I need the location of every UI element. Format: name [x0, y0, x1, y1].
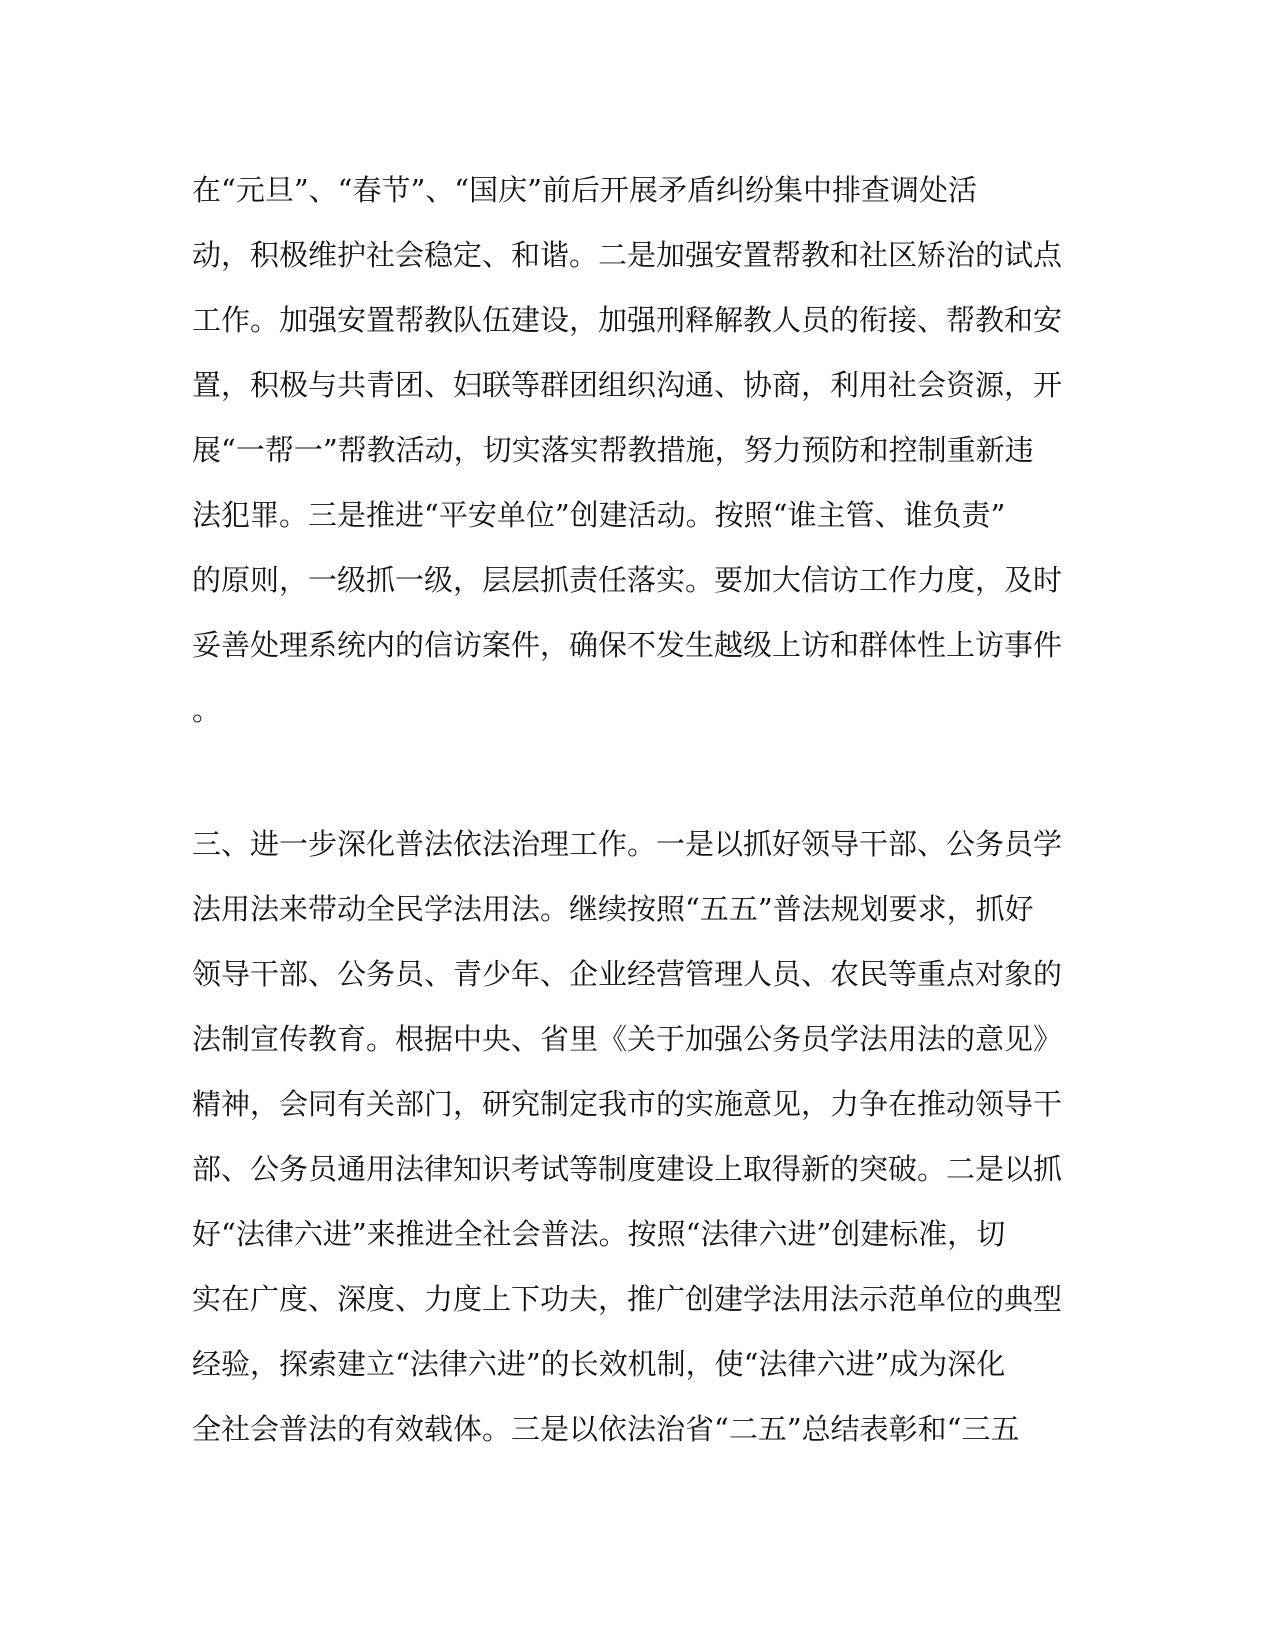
text-line: 精神，会同有关部门，研究制定我市的实施意见，力争在推动领导干: [192, 1087, 1063, 1121]
text-line: 置，积极与共青团、妇联等群团组织沟通、协商，利用社会资源，开: [192, 368, 1063, 402]
text-line: 领导干部、公务员、青少年、企业经营管理人员、农民等重点对象的: [192, 957, 1063, 991]
text-line: 好“法律六进”来推进全社会普法。按照“法律六进”创建标准，切: [192, 1217, 1006, 1251]
text-line: 部、公务员通用法律知识考试等制度建设上取得新的突破。二是以抓: [192, 1152, 1063, 1186]
text-line: 三、进一步深化普法依法治理工作。一是以抓好领导干部、公务员学: [192, 827, 1063, 861]
text-line: 工作。加强安置帮教队伍建设，加强刑释解教人员的衔接、帮教和安: [192, 303, 1063, 337]
text-line: 法制宣传教育。根据中央、省里《关于加强公务员学法用法的意见》: [192, 1022, 1063, 1056]
text-line: 在“元旦”、“春节”、“国庆”前后开展矛盾纠纷集中排查调处活: [192, 173, 977, 207]
text-line: 展“一帮一”帮教活动，切实落实帮教措施，努力预防和控制重新违: [192, 433, 1034, 467]
paragraph-2: [192, 812, 1072, 1462]
text-line: 妥善处理系统内的信访案件，确保不发生越级上访和群体性上访事件: [192, 628, 1063, 662]
text-line: 实在广度、深度、力度上下功夫，推广创建学法用法示范单位的典型: [192, 1282, 1063, 1316]
text-line: 。: [192, 693, 222, 727]
text-line: 的原则，一级抓一级，层层抓责任落实。要加大信访工作力度，及时: [192, 563, 1063, 597]
text-line: 法用法来带动全民学法用法。继续按照“五五”普法规划要求，抓好: [192, 892, 1034, 926]
paragraph-1: [192, 158, 1072, 743]
text-line: 全社会普法的有效载体。三是以依法治省“二五”总结表彰和“三五: [192, 1412, 1020, 1446]
text-line: 法犯罪。三是推进“平安单位”创建活动。按照“谁主管、谁负责”: [192, 498, 1006, 532]
text-line: 动，积极维护社会稳定、和谐。二是加强安置帮教和社区矫治的试点: [192, 238, 1063, 272]
text-line: 经验，探索建立“法律六进”的长效机制，使“法律六进”成为深化: [192, 1347, 1006, 1381]
